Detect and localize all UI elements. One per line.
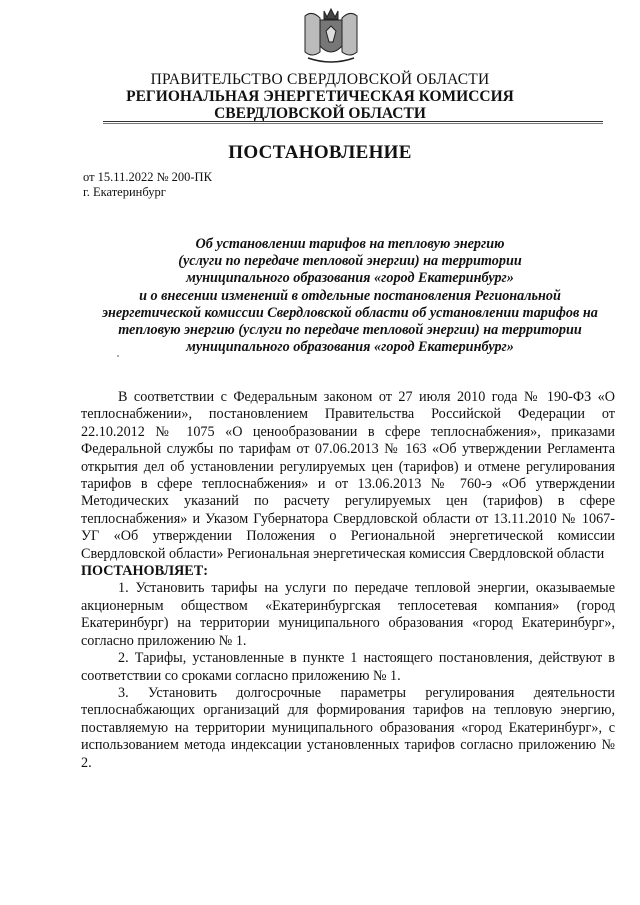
subject-line: (услуги по передаче тепловой энергии) на территории <box>178 253 522 270</box>
resolution-item-2: 2. Тарифы, установленные в пункте 1 настоящего постановления, действуют в соответствии со сроками согласно приложению № 1. <box>81 650 615 684</box>
header-divider-thin <box>103 123 603 124</box>
header-divider <box>103 121 603 122</box>
subject-line: муниципального образования «город Екатеринбург» <box>186 270 514 287</box>
document-title: ПОСТАНОВЛЕНИЕ <box>228 142 412 163</box>
document-subject <box>80 236 620 356</box>
resolves-heading: ПОСТАНОВЛЯЕТ: <box>81 563 208 580</box>
commission-name: РЕГИОНАЛЬНАЯ ЭНЕРГЕТИЧЕСКАЯ КОМИССИЯ <box>126 88 514 105</box>
scan-speck <box>117 355 119 357</box>
document-body <box>81 389 615 772</box>
resolution-item-3: 3. Установить долгосрочные параметры регулирования деятельности теплоснабжающих организаций для формирования тарифов на тепловую энергию, поставляемую на территории муниципального образования «город Екатеринбург», с использованием метода индексации установленных тарифов согласно приложению № 2. <box>81 684 615 771</box>
subject-line: Об установлении тарифов на тепловую энергию <box>195 236 505 252</box>
subject-line: тепловую энергию (услуги по передаче тепловой энергии) на территории <box>118 322 582 339</box>
region-name: СВЕРДЛОВСКОЙ ОБЛАСТИ <box>214 105 426 122</box>
preamble-paragraph: В соответствии с Федеральным законом от 27 июля 2010 года № 190-ФЗ «О теплоснабжении», постановлением Правительства Российской Федерации от 22.10.2012 № 1075 «О ценообразовании в сфере теплоснабжения», приказами Федеральной службы по тарифам от 07.06.2013 № 163 «Об утверждении Регламента открытия дел об установлении регулируемых цен (тарифов) и отмене регулирования тарифов в сфере теплоснабжения» и от 13.06.2013 № 760-э «Об утверждении Методических указаний по расчету регулируемых цен (тарифов) в сфере теплоснабжения» и Указом Губернатора Свердловской области от 13.11.2010 № 1067-УГ «Об утверждении Положения о Региональной энергетической комиссии Свердловской области» Региональная энергетическая комиссия Свердловской области <box>81 389 615 562</box>
document-date-number: от 15.11.2022 № 200-ПК <box>83 170 212 184</box>
subject-line: и о внесении изменений в отдельные постановления Региональной <box>139 287 561 304</box>
subject-line: энергетической комиссии Свердловской области об установлении тарифов на <box>102 304 598 321</box>
document-city: г. Екатеринбург <box>83 185 166 199</box>
coat-of-arms-icon <box>300 6 362 66</box>
government-name: ПРАВИТЕЛЬСТВО СВЕРДЛОВСКОЙ ОБЛАСТИ <box>150 71 490 88</box>
resolution-item-1: 1. Установить тарифы на услуги по передаче тепловой энергии, оказываемые акционерным обществом «Екатеринбургская теплосетевая компания» (город Екатеринбург) на территории муниципального образования «город Екатеринбург», согласно приложению № 1. <box>81 580 615 649</box>
subject-line: муниципального образования «город Екатеринбург» <box>186 339 514 356</box>
